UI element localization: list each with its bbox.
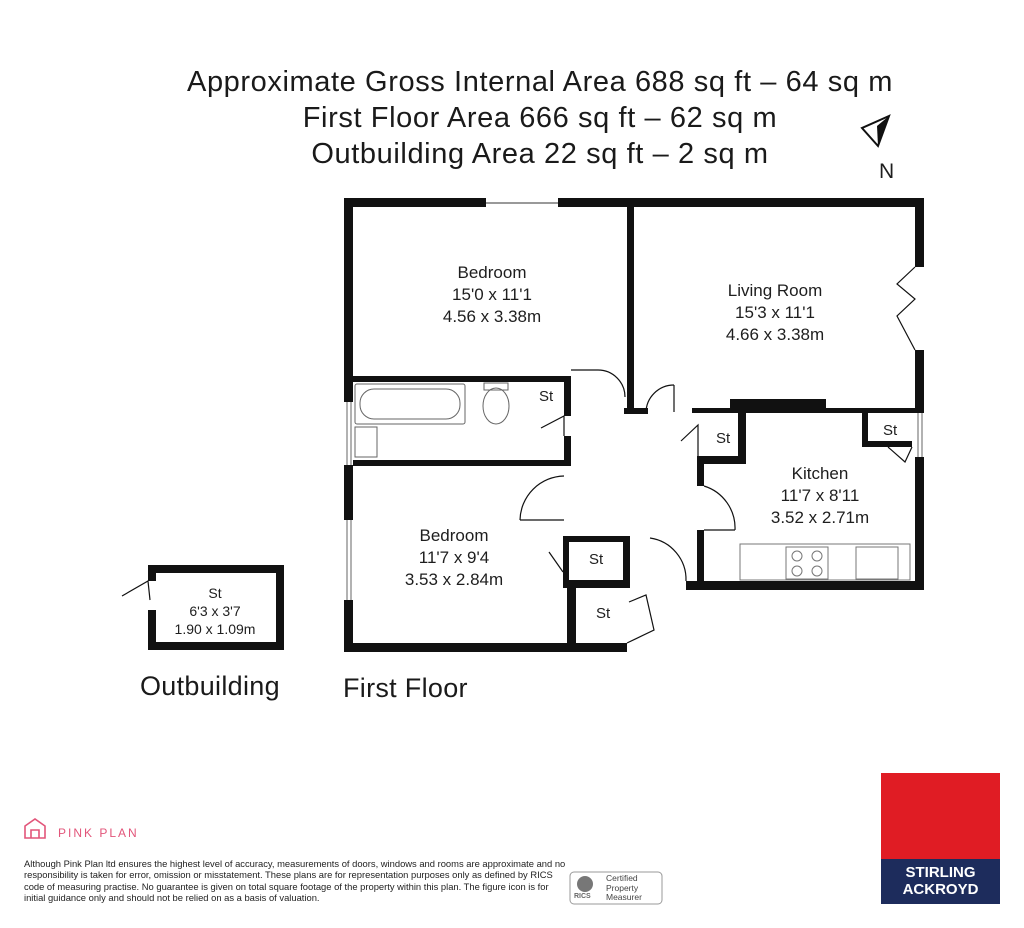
- room-metric: 3.53 x 2.84m: [404, 570, 504, 589]
- room-name: Kitchen: [791, 464, 849, 483]
- stirling-ackroyd-logo: [881, 773, 1000, 904]
- room-imperial: 15'3 x 11'1: [735, 303, 815, 322]
- room-metric: 4.66 x 3.38m: [725, 325, 825, 344]
- bedroom-2-label: [374, 525, 534, 591]
- rics-line: Measurer: [606, 892, 642, 902]
- store-label: St: [716, 430, 731, 447]
- kitchen-label: [740, 463, 900, 529]
- pink-plan-name: PINK PLAN: [58, 826, 139, 840]
- room-metric: 1.90 x 1.09m: [174, 621, 256, 637]
- disclaimer-text: Although Pink Plan ltd ensures the highest level of accuracy, measurements of doors, windows and rooms are approximate and no responsibility is taken for error, omission or misstatement. These plans are for representation purposes only as defined by RICS code of measuring practise. No guarantee is given on total square footage of the property within this plan. The figure icon is for initial guidance only and should not be relied on as a basis of valuation.: [24, 858, 566, 904]
- room-imperial: 6'3 x 3'7: [189, 603, 241, 619]
- kitchen-fixtures: [740, 544, 910, 580]
- room-imperial: 15'0 x 11'1: [452, 285, 532, 304]
- north-arrow-icon: [862, 116, 889, 146]
- first-floor-area-text: First Floor Area 666 sq ft – 62 sq m: [302, 102, 778, 134]
- first-floor-title: First Floor: [343, 673, 468, 703]
- room-metric: 3.52 x 2.71m: [770, 508, 870, 527]
- room-name: St: [208, 585, 222, 601]
- rics-line: Certified: [606, 873, 638, 883]
- room-imperial: 11'7 x 9'4: [418, 548, 490, 567]
- store-label: St: [589, 551, 604, 568]
- gross-area-text: Approximate Gross Internal Area 688 sq ft – 64 sq m: [187, 66, 893, 98]
- room-imperial: 11'7 x 8'11: [780, 486, 860, 505]
- room-name: Bedroom: [457, 263, 527, 282]
- room-name: Bedroom: [419, 526, 489, 545]
- rics-badge-text: RICS: [574, 893, 591, 900]
- store-label: St: [883, 422, 898, 439]
- agent-name-line: ACKROYD: [902, 881, 979, 898]
- room-name: Living Room: [727, 281, 823, 300]
- agent-name-line: STIRLING: [905, 864, 976, 881]
- pink-plan-logo-icon: [25, 819, 45, 838]
- store-label: St: [539, 388, 554, 405]
- logo-red-panel: [881, 773, 1000, 859]
- bedroom-1-label: [412, 262, 572, 328]
- outbuilding-store-label: [150, 584, 280, 638]
- room-metric: 4.56 x 3.38m: [442, 307, 542, 326]
- rics-certified-text: [606, 874, 642, 903]
- bathroom-fixtures: [355, 383, 509, 457]
- outbuilding-area-text: Outbuilding Area 22 sq ft – 2 sq m: [311, 138, 769, 170]
- logo-navy-panel: [881, 859, 1000, 904]
- north-label: N: [879, 160, 895, 183]
- rics-line: Property: [606, 882, 639, 893]
- store-label: St: [596, 605, 611, 622]
- living-room-label: [695, 280, 855, 346]
- outbuilding-title: Outbuilding: [140, 671, 280, 701]
